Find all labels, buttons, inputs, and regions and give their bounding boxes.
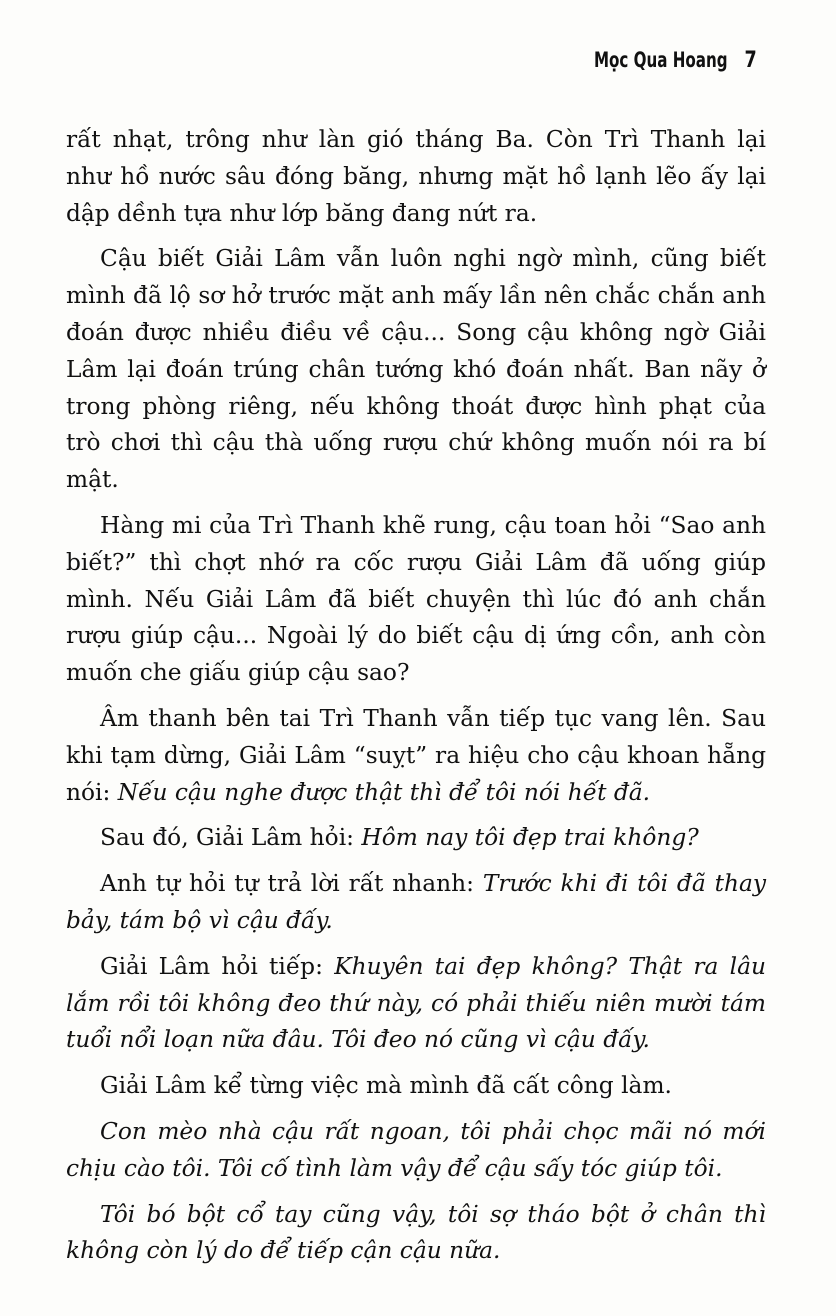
italic-text-segment: Hôm nay tôi đẹp trai không? [361,824,699,852]
paragraph [66,122,766,232]
page-number: 7 [744,48,757,73]
text-segment: Cậu biết Giải Lâm vẫn luôn nghi ngờ mình, cũng biết mình đã lộ sơ hở trước mặt anh mấy lần nên chắc chắn anh đoán được nhiều điều về cậu... Song cậu không ngờ Giải Lâm lại đoán trúng chân tướng khó đoán nhất. Ban nãy ở trong phòng riêng, nếu không thoát được hình phạt của trò chơi thì cậu thà uống rượu chứ không muốn nói ra bí mật. [66,245,766,494]
text-segment: Sau đó, Giải Lâm hỏi: [100,824,362,852]
paragraph [66,701,766,811]
paragraph [66,508,766,692]
text-segment: Anh tự hỏi tự trả lời rất nhanh: [100,870,483,898]
running-header [440,48,758,73]
italic-text-segment: Tôi bó bột cổ tay cũng vậy, tôi sợ tháo bột ở chân thì không còn lý do để tiếp cận cậu nữa. [66,1200,766,1265]
text-segment: Giải Lâm hỏi tiếp: [100,952,335,980]
italic-text-segment: Trước khi đi tôi đã thay bảy, tám bộ vì cậu đấy. [66,870,767,934]
paragraph [66,820,766,857]
italic-text-segment: Con mèo nhà cậu rất ngoan, tôi phải chọc mãi nó mới chịu cào tôi. Tôi cố tình làm vậy để cậu sấy tóc giúp tôi. [66,1117,766,1182]
text-segment: Âm thanh bên tai Trì Thanh vẫn tiếp tục vang lên. Sau khi tạm dừng, Giải Lâm “suỵt” ra hiệu cho cậu khoan hẵng nói: [66,704,766,806]
text-segment: rất nhạt, trông như làn gió tháng Ba. Còn Trì Thanh lại như hồ nước sâu đóng băng, nhưng mặt hồ lạnh lẽo ấy lại dập dềnh tựa như lớp băng đang nứt ra. [66,126,766,227]
text-segment: Hàng mi của Trì Thanh khẽ rung, cậu toan hỏi “Sao anh biết?” thì chợt nhớ ra cốc rượu Giải Lâm đã uống giúp mình. Nếu Giải Lâm đã biết chuyện thì lúc đó anh chắn rượu giúp cậu... Ngoài lý do biết cậu dị ứng cồn, anh còn muốn che giấu giúp cậu sao? [66,511,766,687]
paragraph [66,866,766,940]
italic-text-segment: Khuyên tai đẹp không? Thật ra lâu lắm rồi tôi không đeo thứ này, có phải thiếu niên mười tám tuổi nổi loạn nữa đâu. Tôi đeo nó cũng vì cậu đấy. [66,952,766,1054]
text-segment: Giải Lâm kể từng việc mà mình đã cất công làm. [100,1072,672,1100]
paragraph [66,1197,766,1271]
body-text [66,122,766,1279]
paragraph [66,1068,766,1105]
paragraph [66,1114,766,1188]
paragraph [66,241,766,499]
paragraph [66,949,766,1059]
book-title: Mọc Qua Hoang [593,48,728,72]
italic-text-segment: Nếu cậu nghe được thật thì để tôi nói hết đã. [117,778,651,806]
